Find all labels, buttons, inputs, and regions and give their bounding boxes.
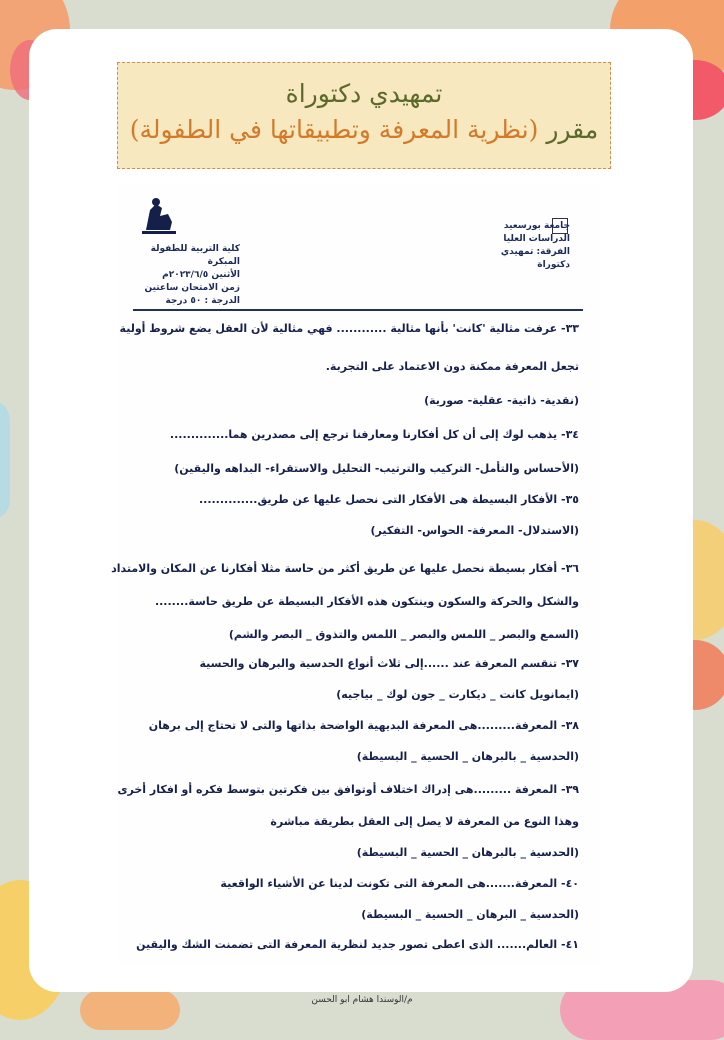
meta-line: الدراسات العليا: [503, 234, 570, 244]
question-line: ٤١- العالم....... الذى اعطى تصور جديد لنظرية المعرفة التى تضمنت الشك واليقين: [136, 938, 579, 951]
question-line: (الأحساس والتأمل- التركيب والترتيب- التحليل والاستقراء- البداهه واليقين): [174, 462, 579, 475]
question-line: (السمع والبصر _ اللمس والبصر _ اللمس والتذوق _ البصر والشم): [228, 628, 579, 641]
course-paren-close: ): [129, 115, 140, 144]
question-line: ٤٠- المعرفة.......هى المعرفة التى تكونت لدينا عن الأشياء الواقعية: [220, 877, 579, 890]
question-line: ٣٥- الأفكار البسيطة هى الأفكار التى نحصل عليها عن طريق..............: [198, 493, 579, 506]
meta-line: جامعة بورسعيد: [503, 221, 570, 231]
question-line: ٣٤- يذهب لوك إلى أن كل أفكارنا ومعارفنا ترجع إلى مصدرين هما..............: [169, 428, 579, 441]
meta-line: زمن الامتحان ساعتين: [144, 283, 240, 293]
faculty-logo-icon: [140, 196, 178, 236]
meta-line: الفرقة: تمهيدي دكتوراة: [500, 247, 570, 270]
footer-credit: م/الوسندا هشام ابو الحسن: [311, 995, 413, 1005]
question-line: تجعل المعرفة ممكنة دون الاعتماد على التجربة.: [325, 360, 579, 373]
question-line: ٣٦- أفكار بسيطة نحصل عليها عن طريق أكثر من حاسة مثلا أفكارنا عن المكان والامتداد: [111, 562, 579, 575]
question-line: والشكل والحركة والسكون وينتكون هذه الأفكار البسيطة عن طريق حاسة........: [154, 595, 579, 608]
question-line: (الحدسية _ بالبرهان _ الحسية _ البسيطة): [356, 750, 579, 763]
divider: [133, 309, 583, 311]
title-box: [117, 62, 611, 169]
question-line: (ايمانويل كانت _ ديكارت _ جون لوك _ بياجيه): [336, 688, 579, 701]
meta-line: الأثنين ٢٠٢٣/٦/٥م: [162, 270, 240, 280]
meta-line: كلية التربية للطفولة المبكرة: [150, 244, 240, 267]
question-line: ٣٨- المعرفة.........هى المعرفة البديهية الواضحة بذاتها والتى لا تحتاج إلى برهان: [148, 719, 579, 732]
question-line: ٣٧- تنقسم المعرفة عند ......إلى ثلاث أنواع الحدسية والبرهان والحسية: [199, 657, 579, 670]
question-line: ٣٩- المعرفة .........هى إدراك اختلاف أوتوافق بين فكرتين بتوسط فكره أو افكار أخرى: [117, 783, 579, 796]
course-prefix: مقرر: [546, 115, 599, 144]
decor-blob: [0, 400, 10, 520]
course-paren-open: (: [528, 115, 539, 144]
meta-line: الدرجة : ٥٠ درجة: [165, 296, 240, 306]
question-line: (الاستدلال- المعرفة- الحواس- التفكير): [370, 524, 579, 537]
question-line: (نقدية- ذاتية- عقلية- صورية): [424, 394, 579, 407]
question-line: ٣٣- عرفت مثالية 'كانت' بأنها مثالية ............ فهي مثالية لأن العقل يضع شروط أولية: [119, 322, 579, 335]
exam-meta-right: [470, 220, 570, 272]
question-line: (الحدسية _ البرهان _ الحسية _ البسيطة): [361, 908, 579, 921]
exam-meta-left: [140, 243, 240, 308]
question-line: (الحدسية _ بالبرهان _ الحسية _ البسيطة): [356, 846, 579, 859]
course-line: [118, 115, 610, 144]
question-line: وهذا النوع من المعرفة لا يصل إلى العقل بطريقة مباشرة: [270, 815, 579, 828]
page-title: تمهيدي دكتوراة: [285, 79, 443, 108]
course-name: نظرية المعرفة وتطبيقاتها في الطفولة: [139, 115, 529, 144]
